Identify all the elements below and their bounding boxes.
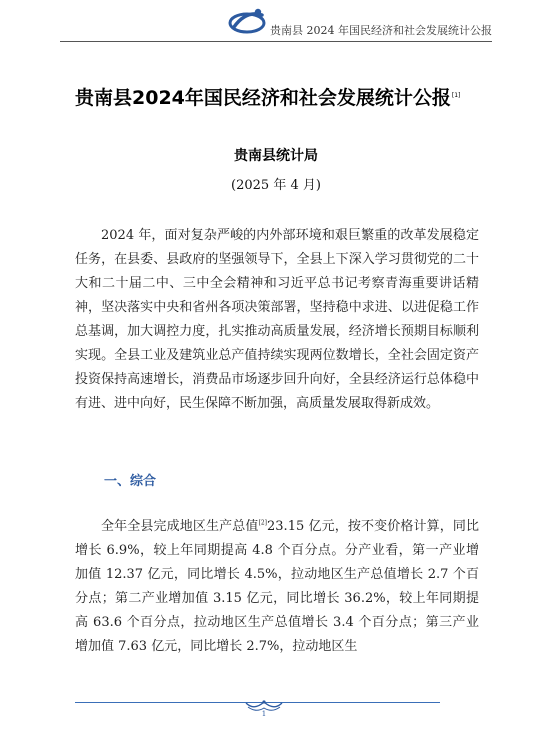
statistics-logo-icon [228, 6, 268, 38]
document-title [75, 83, 460, 110]
document-title-text: 贵南县2024年国民经济和社会发展统计公报 [75, 87, 451, 109]
overview-text-rest: 23.15 亿元，按不变价格计算，同比增长 6.9%，较上年同期提高 4.8 个百分点。分产业看，第一产业增加值 12.37 亿元，同比增长 4.5%，拉动地区生产总值增长 2.7 个百分点；第二产业增加值 3.15 亿元，同比增长 36.2%，较上年同期提高 63.6 个百分点，拉动地区生产总值增长 3.4 个百分点；第三产业增加值 7.63 亿元，同比增长 2.7%，拉动地区生 [75, 519, 479, 654]
publication-date: (2025 年 4 月) [231, 178, 321, 193]
issuing-agency: 贵南县统计局 [234, 148, 318, 164]
page-number: 1 [261, 710, 267, 718]
header-title: 贵南县 2024 年国民经济和社会发展统计公报 [270, 24, 492, 37]
gdp-footnote-marker: [2] [258, 519, 268, 527]
header-divider [60, 41, 492, 42]
intro-paragraph: 2024 年，面对复杂严峻的内外部环境和艰巨繁重的改革发展稳定任务，在县委、县政府的坚强领导下，全县上下深入学习贯彻党的二十大和二十届二中、三中全会精神和习近平总书记考察青海重要讲话精神，坚决落实中央和省州各项决策部署，坚持稳中求进、以进促稳工作总基调，加大调控力度，扎实推动高质量发展，经济增长预期目标顺利实现。全县工业及建筑业总产值持续实现两位数增长，全社会固定资产投资保持高速增长，消费品市场逐步回升向好，全县经济运行总体稳中有进、进中向好，民生保障不断加强，高质量发展取得新成效。 [75, 228, 479, 411]
overview-paragraph [75, 515, 479, 659]
section-heading-overview: 一、综合 [104, 474, 157, 489]
title-footnote-marker: [1] [451, 91, 461, 99]
page-header [60, 8, 492, 42]
overview-text-start: 全年全县完成地区生产总值 [101, 519, 259, 534]
